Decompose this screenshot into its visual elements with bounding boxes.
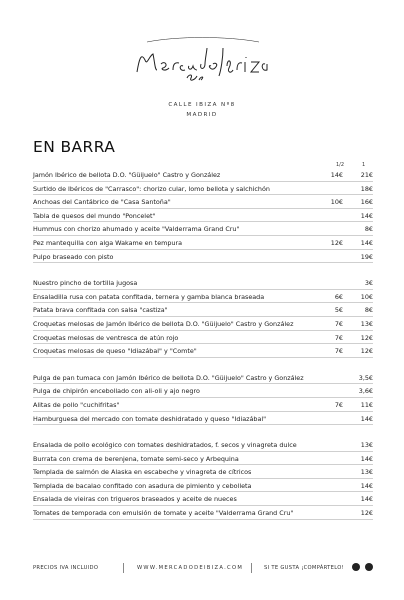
menu-item-full-price: 14€ xyxy=(349,415,373,423)
menu-item-full-price: 21€ xyxy=(349,171,373,179)
menu-item-half-price: 14€ xyxy=(319,171,343,179)
menu-item xyxy=(33,169,373,183)
group-gap xyxy=(33,264,373,277)
menu-item-name: Nuestro pincho de tortilla jugosa xyxy=(33,279,140,287)
group-gap xyxy=(33,426,373,439)
menu-item xyxy=(33,345,373,359)
menu-item-name: Pulpo braseado con pisto xyxy=(33,253,116,261)
menu-item xyxy=(33,372,373,386)
menu-item-name: Croquetas melosas de Jamón Ibérico de bellota D.O. "Güijuelo" Castro y González xyxy=(33,320,296,328)
menu-item-full-price: 14€ xyxy=(349,212,373,220)
menu-item-full-price: 8€ xyxy=(349,306,373,314)
dotted-rule xyxy=(33,397,373,398)
menu-item xyxy=(33,453,373,467)
menu-item-name: Ensalada de vieiras con trigueros braseados y aceite de nueces xyxy=(33,495,240,503)
menu-item-full-price: 16€ xyxy=(349,198,373,206)
menu-item xyxy=(33,385,373,399)
menu-item-full-price: 14€ xyxy=(349,495,373,503)
twitter-icon[interactable] xyxy=(352,563,360,571)
menu-item xyxy=(33,399,373,413)
menu-item xyxy=(33,210,373,224)
menu-item-name: Jamón Ibérico de bellota D.O. "Güijuelo" Castro y González xyxy=(33,171,223,179)
menu-item xyxy=(33,318,373,332)
menu-item-half-price: 6€ xyxy=(319,293,343,301)
menu-item-full-price: 3,5€ xyxy=(349,374,373,382)
footer-divider xyxy=(251,563,252,573)
menu-item xyxy=(33,237,373,251)
dotted-rule xyxy=(33,289,373,290)
menu-item-full-price: 13€ xyxy=(349,320,373,328)
menu-item-full-price: 18€ xyxy=(349,185,373,193)
menu-item xyxy=(33,480,373,494)
menu-item xyxy=(33,251,373,265)
footer-share: SI TE GUSTA ¡COMPÁRTELO! xyxy=(264,565,344,571)
menu-item-name: Tomates de temporada con emulsión de tomate y aceite "Valderrama Grand Cru" xyxy=(33,509,296,517)
menu-item-name: Anchoas del Cantábrico de "Casa Santoña" xyxy=(33,198,174,206)
col-header-full: 1 xyxy=(362,162,366,168)
group-gap xyxy=(33,359,373,372)
menu-item-full-price: 19€ xyxy=(349,253,373,261)
menu-item-name: Surtido de Ibéricos de "Carrasco": chorizo cular, lomo bellota y salchichón xyxy=(33,185,273,193)
menu-item xyxy=(33,304,373,318)
menu-item xyxy=(33,493,373,507)
dotted-rule xyxy=(33,519,373,520)
menu-item xyxy=(33,196,373,210)
dotted-rule xyxy=(33,302,373,303)
menu-item xyxy=(33,183,373,197)
dotted-rule xyxy=(33,343,373,344)
menu-item xyxy=(33,466,373,480)
dotted-rule xyxy=(33,221,373,222)
menu-item xyxy=(33,332,373,346)
menu-item-half-price: 5€ xyxy=(319,306,343,314)
footer-website[interactable]: WWW.MERCADODEIBIZA.COM xyxy=(137,565,244,571)
dotted-rule xyxy=(33,181,373,182)
dotted-rule xyxy=(33,411,373,412)
menu-list xyxy=(33,169,373,521)
dotted-rule xyxy=(33,262,373,263)
menu-item-full-price: 14€ xyxy=(349,455,373,463)
dotted-rule xyxy=(33,357,373,358)
menu-item xyxy=(33,439,373,453)
menu-item-half-price: 7€ xyxy=(319,334,343,342)
menu-item-name: Hamburguesa del mercado con tomate deshidratado y queso "Idiazábal" xyxy=(33,415,269,423)
section-title: EN BARRA xyxy=(33,138,116,156)
menu-item-full-price: 11€ xyxy=(349,401,373,409)
menu-item-name: Ensalada de pollo ecológico con tomates deshidratados, f. secos y vinagreta dulce xyxy=(33,441,300,449)
dotted-rule xyxy=(33,316,373,317)
address-city: MADRID xyxy=(186,112,218,118)
address xyxy=(0,100,404,120)
menu-item-full-price: 13€ xyxy=(349,441,373,449)
logo xyxy=(0,30,404,85)
menu-item-full-price: 12€ xyxy=(349,334,373,342)
footer-divider xyxy=(123,563,124,573)
menu-item-full-price: 14€ xyxy=(349,239,373,247)
menu-item-name: Pulga de chipirón encebollado con ali-oli y ajo negro xyxy=(33,387,203,395)
menu-item-name: Alitas de pollo "cuchifritas" xyxy=(33,401,122,409)
menu-item-name: Pulga de pan tumaca con Jamón Ibérico de bellota D.O. "Güijuelo" Castro y González xyxy=(33,374,307,382)
footer-iva: PRECIOS IVA INCLUIDO xyxy=(33,565,99,571)
menu-item-name: Ensaladilla rusa con patata confitada, ternera y gamba blanca braseada xyxy=(33,293,267,301)
menu-item-half-price: 10€ xyxy=(319,198,343,206)
menu-item-name: Patata brava confitada con salsa "castiza" xyxy=(33,306,171,314)
address-street: CALLE IBIZA Nº8 xyxy=(168,102,236,108)
menu-item-half-price: 7€ xyxy=(319,347,343,355)
menu-item-name: Templada de salmón de Alaska en escabeche y vinagreta de cítricos xyxy=(33,468,254,476)
menu-item-name: Croquetas melosas de ventresca de atún rojo xyxy=(33,334,181,342)
menu-item-full-price: 8€ xyxy=(349,225,373,233)
dotted-rule xyxy=(33,451,373,452)
menu-item-full-price: 3€ xyxy=(349,279,373,287)
dotted-rule xyxy=(33,194,373,195)
dotted-rule xyxy=(33,491,373,492)
menu-item xyxy=(33,413,373,427)
menu-item-full-price: 14€ xyxy=(349,482,373,490)
menu-item-half-price: 7€ xyxy=(319,401,343,409)
menu-item xyxy=(33,277,373,291)
menu-item-name: Burrata con crema de berenjena, tomate semi-seco y Arbequina xyxy=(33,455,242,463)
menu-item-name: Tabla de quesos del mundo "Poncelet" xyxy=(33,212,158,220)
col-header-half: 1/2 xyxy=(336,162,345,168)
dotted-rule xyxy=(33,464,373,465)
dotted-rule xyxy=(33,383,373,384)
social-icons xyxy=(349,563,373,573)
menu-item-full-price: 13€ xyxy=(349,468,373,476)
menu-item-name: Hummus con chorizo ahumado y aceite "Valderrama Grand Cru" xyxy=(33,225,242,233)
menu-item-name: Pez mantequilla con alga Wakame en tempura xyxy=(33,239,185,247)
footer xyxy=(33,563,373,575)
menu-item xyxy=(33,291,373,305)
logo-script xyxy=(127,30,277,85)
menu-item-half-price: 12€ xyxy=(319,239,343,247)
dotted-rule xyxy=(33,478,373,479)
dotted-rule xyxy=(33,235,373,236)
dotted-rule xyxy=(33,208,373,209)
dotted-rule xyxy=(33,249,373,250)
menu-item-full-price: 10€ xyxy=(349,293,373,301)
menu-item-name: Templada de bacalao confitado con asadura de pimiento y cebolleta xyxy=(33,482,254,490)
dotted-rule xyxy=(33,424,373,425)
dotted-rule xyxy=(33,330,373,331)
menu-item-full-price: 12€ xyxy=(349,347,373,355)
menu-item-half-price: 7€ xyxy=(319,320,343,328)
facebook-icon[interactable] xyxy=(365,563,373,571)
menu-item-full-price: 3,6€ xyxy=(349,387,373,395)
menu-item-full-price: 12€ xyxy=(349,509,373,517)
dotted-rule xyxy=(33,505,373,506)
menu-item xyxy=(33,223,373,237)
menu-item-name: Croquetas melosas de queso "Idiazábal" y "Comte" xyxy=(33,347,200,355)
menu-item xyxy=(33,507,373,521)
